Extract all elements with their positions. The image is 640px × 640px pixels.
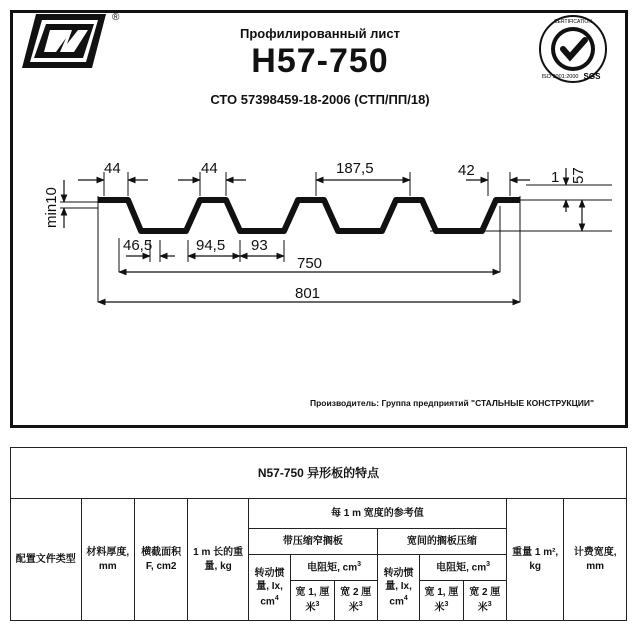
- dim-top-a: 44: [104, 160, 121, 177]
- dim-valley: 93: [251, 237, 268, 254]
- col-moment-a: 电阻矩, $cm^3$: [291, 555, 378, 581]
- cert-text-iso: ISO 9001:2000: [541, 74, 579, 80]
- sheet-profile-line: [98, 200, 520, 231]
- dim-total-width: 801: [295, 285, 321, 302]
- col-weight-m: 1 m 长的重量, kg: [188, 499, 248, 621]
- col-calc-width: 计费宽度, mm: [564, 499, 627, 621]
- dim-useful-width: 750: [297, 255, 323, 272]
- model-title: Н57-750: [251, 42, 389, 80]
- col-inertia-a: 转动惯量, Ix, $cm^4$: [248, 555, 290, 621]
- dim-web: 94,5: [196, 237, 226, 254]
- col-thickness: 材料厚度, mm: [81, 499, 134, 621]
- col-w2-a: 宽 2 厘米$^3$: [334, 581, 377, 621]
- col-inertia-b: 转动惯量, Ix, $cm^4$: [377, 555, 419, 621]
- standard-code: СТО 57398459-18-2006 (СТП/ПП/18): [210, 92, 430, 107]
- dim-pitch: 187,5: [336, 160, 374, 177]
- dim-bottom: 46,5: [123, 237, 153, 254]
- col-weight-m2: 重量 1 m², kg: [506, 499, 563, 621]
- col-moment-b: 电阻矩, $cm^3$: [420, 555, 507, 581]
- profile-characteristics-table: [10, 447, 627, 621]
- manufacturer-note: Производитель: Группа предприятий "СТАЛЬНЫЕ КОНСТРУКЦИИ": [310, 398, 595, 408]
- cert-text-top: CERTIFICATION: [554, 19, 592, 25]
- dim-edge: 1: [551, 169, 560, 186]
- dim-top-b: 44: [201, 160, 218, 177]
- col-w1-b: 宽 1, 厘米$^3$: [420, 581, 463, 621]
- col-w1-a: 宽 1, 厘米$^3$: [291, 581, 334, 621]
- col-area: 横截面积 F, cm2: [134, 499, 187, 621]
- group-ref: 每 1 m 宽度的参考值: [248, 499, 506, 529]
- col-config: 配置文件类型: [11, 499, 82, 621]
- caption: Профилированный лист: [239, 26, 401, 41]
- group-wide: 宽间的搁板压缩: [377, 529, 506, 555]
- dim-min: min10: [43, 187, 60, 228]
- dim-rib-top: 42: [458, 162, 475, 179]
- group-narrow: 带压缩窄搁板: [248, 529, 377, 555]
- registered-mark: ®: [112, 12, 120, 23]
- table-title: N57-750 异形板的特点: [11, 448, 627, 499]
- col-w2-b: 宽 2 厘米$^3$: [463, 581, 506, 621]
- cert-text-sgs: SGS: [583, 72, 601, 81]
- dim-height: 57: [570, 167, 587, 184]
